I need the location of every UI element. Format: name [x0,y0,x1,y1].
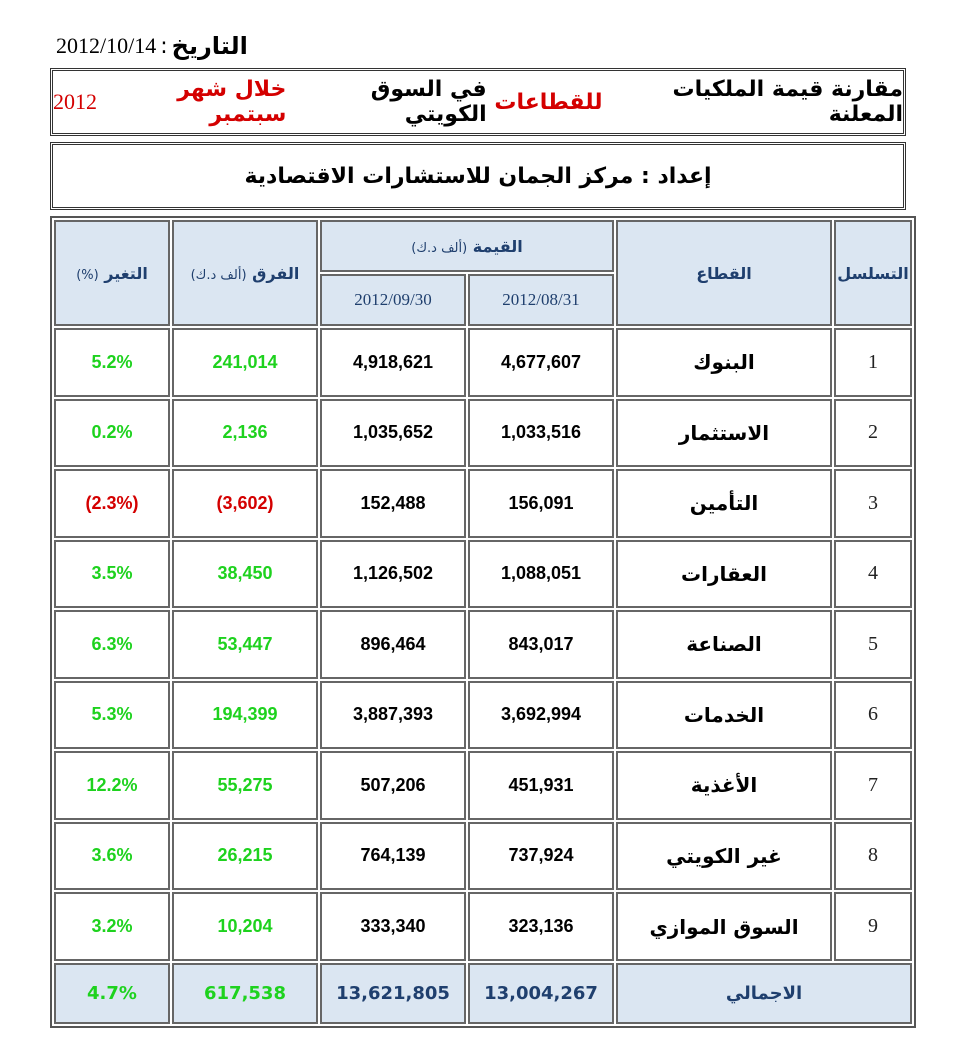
row-value-sep: 3,887,393 [320,681,466,750]
row-value-aug: 1,033,516 [468,399,614,468]
row-value-aug: 3,692,994 [468,681,614,750]
row-sector: الصناعة [616,610,832,679]
row-value-aug: 156,091 [468,469,614,538]
row-seq: 4 [834,540,912,609]
row-diff: (3,602) [172,469,318,538]
row-seq: 1 [834,328,912,397]
row-sector: الاستثمار [616,399,832,468]
row-sector: السوق الموازي [616,892,832,961]
report-date [56,30,248,62]
row-diff: 38,450 [172,540,318,609]
table-row [54,822,912,891]
header-date2: 2012/09/30 [320,274,466,326]
row-diff: 10,204 [172,892,318,961]
sector-comparison-table [50,216,916,1028]
row-change: 6.3% [54,610,170,679]
table-row [54,399,912,468]
title-part1: مقارنة قيمة الملكيات المعلنة [672,77,903,127]
row-value-sep: 764,139 [320,822,466,891]
header-diff [172,220,318,326]
header-value [320,220,614,272]
row-value-aug: 843,017 [468,610,614,679]
row-seq: 7 [834,751,912,820]
total-value-sep: 13,621,805 [320,963,466,1024]
title-part4: خلال شهر سبتمبر [177,77,287,127]
row-value-aug: 737,924 [468,822,614,891]
row-value-aug: 451,931 [468,751,614,820]
row-change: 3.6% [54,822,170,891]
header-diff-unit: (ألف د.ك) [190,267,247,283]
header-value-label: القيمة [472,236,523,256]
row-diff: 241,014 [172,328,318,397]
header-date1: 2012/08/31 [468,274,614,326]
total-value-aug: 13,004,267 [468,963,614,1024]
row-diff: 55,275 [172,751,318,820]
total-label: الاجمالي [616,963,912,1024]
row-sector: الأغذية [616,751,832,820]
row-change: 5.2% [54,328,170,397]
row-value-sep: 152,488 [320,469,466,538]
title-part3: في السوق الكويتي [370,77,487,127]
row-change: 3.2% [54,892,170,961]
subtitle-org: مركز الجمان للاستشارات الاقتصادية [244,163,634,189]
header-change [54,220,170,326]
row-seq: 5 [834,610,912,679]
title-year: 2012 [52,89,97,114]
table-row [54,328,912,397]
header-seq: التسلسل [834,220,912,326]
row-diff: 53,447 [172,610,318,679]
date-label: التاريخ [171,32,248,60]
row-seq: 3 [834,469,912,538]
date-separator: : [160,33,168,59]
row-diff: 194,399 [172,681,318,750]
row-value-aug: 323,136 [468,892,614,961]
row-change: 12.2% [54,751,170,820]
header-diff-label: الفرق [252,263,300,283]
total-diff: 617,538 [172,963,318,1024]
table-row [54,892,912,961]
row-change: 3.5% [54,540,170,609]
row-change: 5.3% [54,681,170,750]
row-sector: العقارات [616,540,832,609]
row-value-sep: 1,126,502 [320,540,466,609]
row-seq: 8 [834,822,912,891]
table-row [54,681,912,750]
row-value-sep: 896,464 [320,610,466,679]
row-diff: 2,136 [172,399,318,468]
table-row [54,751,912,820]
row-sector: غير الكويتي [616,822,832,891]
report-subtitle [50,142,906,210]
report-title [50,68,906,136]
total-change: 4.7% [54,963,170,1024]
title-part2: للقطاعات [494,89,603,115]
row-change: (2.3%) [54,469,170,538]
row-value-aug: 4,677,607 [468,328,614,397]
row-sector: الخدمات [616,681,832,750]
row-value-sep: 507,206 [320,751,466,820]
header-change-label: التغير [104,263,148,283]
table-row [54,469,912,538]
table-row [54,540,912,609]
row-seq: 6 [834,681,912,750]
table-row [54,610,912,679]
row-diff: 26,215 [172,822,318,891]
header-sector: القطاع [616,220,832,326]
row-seq: 2 [834,399,912,468]
row-seq: 9 [834,892,912,961]
header-value-unit: (ألف د.ك) [411,240,468,256]
row-sector: التأمين [616,469,832,538]
row-value-sep: 333,340 [320,892,466,961]
subtitle-prefix: إعداد : [641,163,712,189]
row-value-aug: 1,088,051 [468,540,614,609]
row-value-sep: 1,035,652 [320,399,466,468]
header-change-unit: (%) [76,267,99,283]
row-sector: البنوك [616,328,832,397]
date-value: 2012/10/14 [56,33,157,58]
row-value-sep: 4,918,621 [320,328,466,397]
total-row [54,963,912,1024]
row-change: 0.2% [54,399,170,468]
